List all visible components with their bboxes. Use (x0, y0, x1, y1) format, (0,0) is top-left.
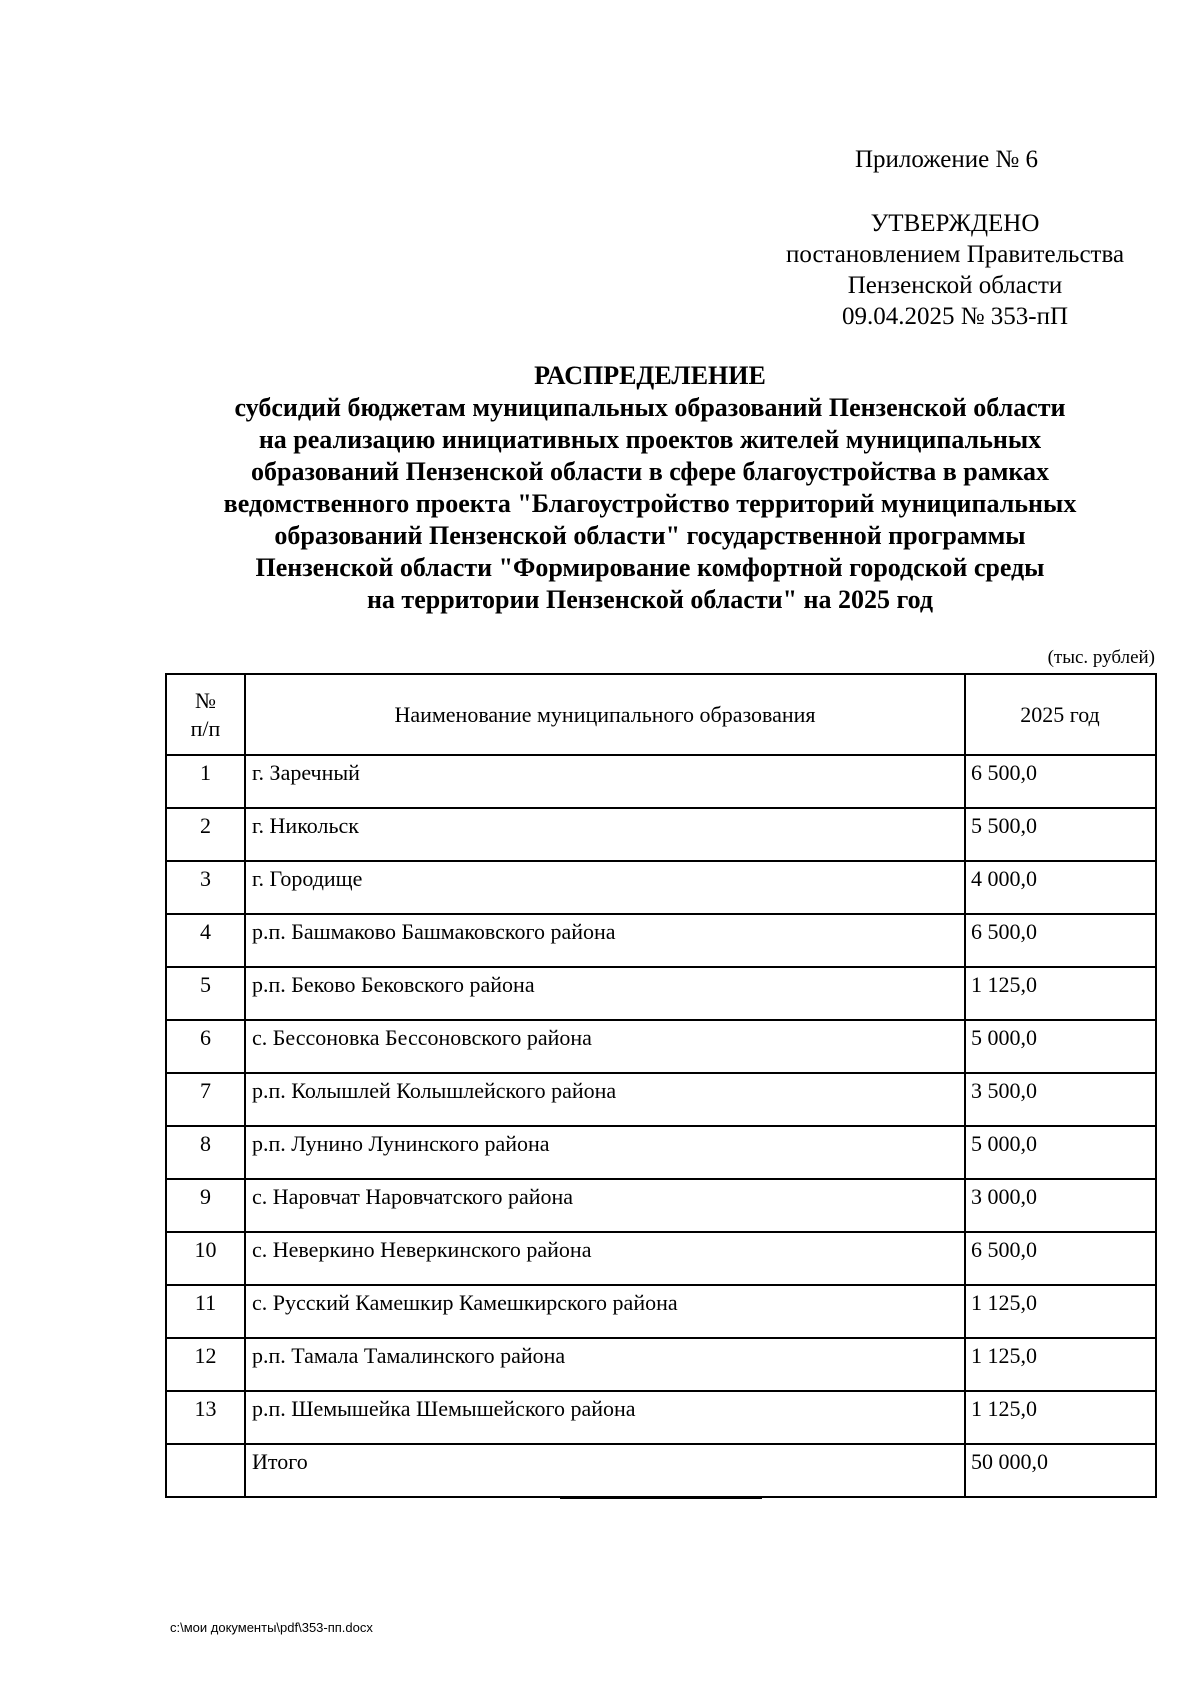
annex-number: Приложение № 6 (855, 146, 1039, 173)
subtitle-line: Пензенской области "Формирование комфортной городской среды (255, 553, 1045, 582)
row-value: 5 000,0 (965, 1126, 1156, 1179)
row-value: 5 000,0 (965, 1020, 1156, 1073)
table-row (166, 1126, 1156, 1179)
header-number (166, 674, 245, 755)
row-number: 5 (166, 967, 245, 1020)
row-name: р.п. Беково Бековского района (245, 967, 965, 1020)
row-value: 1 125,0 (965, 1285, 1156, 1338)
row-value: 3 500,0 (965, 1073, 1156, 1126)
row-name: с. Наровчат Наровчатского района (245, 1179, 965, 1232)
header-year: 2025 год (965, 674, 1156, 755)
header-name: Наименование муниципального образования (245, 674, 965, 755)
approval-stamp (760, 208, 1150, 332)
table-row (166, 914, 1156, 967)
row-number: 10 (166, 1232, 245, 1285)
table-row (166, 1232, 1156, 1285)
subtitle-line: на реализацию инициативных проектов жителей муниципальных (258, 425, 1042, 454)
row-number: 9 (166, 1179, 245, 1232)
row-number: 8 (166, 1126, 245, 1179)
table-row (166, 1179, 1156, 1232)
document-title: РАСПРЕДЕЛЕНИЕ (534, 361, 766, 390)
subtitle-line: ведомственного проекта "Благоустройство территорий муниципальных (223, 489, 1077, 518)
row-value: 6 500,0 (965, 755, 1156, 808)
header-number-line: п/п (190, 715, 221, 741)
row-name: р.п. Лунино Лунинского района (245, 1126, 965, 1179)
table-row (166, 861, 1156, 914)
approval-line: Пензенской области (847, 272, 1063, 299)
row-name: с. Бессоновка Бессоновского района (245, 1020, 965, 1073)
table-row (166, 1391, 1156, 1444)
table-row (166, 1073, 1156, 1126)
row-value: 4 000,0 (965, 861, 1156, 914)
subtitle-line: субсидий бюджетам муниципальных образований Пензенской области (234, 393, 1066, 422)
row-number: 13 (166, 1391, 245, 1444)
row-name: г. Городище (245, 861, 965, 914)
row-number: 3 (166, 861, 245, 914)
table-row (166, 1020, 1156, 1073)
table-row (166, 967, 1156, 1020)
table-row (166, 808, 1156, 861)
table-row (166, 1338, 1156, 1391)
row-name: р.п. Башмаково Башмаковского района (245, 914, 965, 967)
row-number: 2 (166, 808, 245, 861)
row-number: 12 (166, 1338, 245, 1391)
distribution-table (165, 673, 1157, 1498)
row-value: 3 000,0 (965, 1179, 1156, 1232)
row-name: р.п. Колышлей Колышлейского района (245, 1073, 965, 1126)
units-label: (тыс. рублей) (1047, 647, 1155, 668)
row-value: 1 125,0 (965, 1391, 1156, 1444)
end-rule (560, 1497, 762, 1499)
row-number: 11 (166, 1285, 245, 1338)
row-name: р.п. Шемышейка Шемышейского района (245, 1391, 965, 1444)
row-number: 4 (166, 914, 245, 967)
approval-line: 09.04.2025 № 353-пП (841, 303, 1069, 330)
row-number: 6 (166, 1020, 245, 1073)
file-path-footer: c:\мои документы\pdf\353-пп.docx (170, 1620, 373, 1635)
row-value: 1 125,0 (965, 967, 1156, 1020)
row-value: 1 125,0 (965, 1338, 1156, 1391)
row-number: 7 (166, 1073, 245, 1126)
row-name: с. Неверкино Неверкинского района (245, 1232, 965, 1285)
approval-line: постановлением Правительства (785, 241, 1125, 268)
row-number: 1 (166, 755, 245, 808)
row-name: р.п. Тамала Тамалинского района (245, 1338, 965, 1391)
approval-line: УТВЕРЖДЕНО (870, 210, 1040, 237)
document-heading (150, 360, 1150, 616)
row-name: с. Русский Камешкир Камешкирского района (245, 1285, 965, 1338)
table-header-row (166, 674, 1156, 755)
total-label: Итого (245, 1444, 965, 1497)
row-value: 6 500,0 (965, 914, 1156, 967)
total-value: 50 000,0 (965, 1444, 1156, 1497)
header-number-line: № (195, 687, 216, 713)
table-row (166, 1285, 1156, 1338)
total-number (166, 1444, 245, 1497)
row-name: г. Никольск (245, 808, 965, 861)
subtitle-line: образований Пензенской области в сфере благоустройства в рамках (251, 457, 1049, 486)
row-value: 5 500,0 (965, 808, 1156, 861)
table-total-row (166, 1444, 1156, 1497)
table-row (166, 755, 1156, 808)
row-name: г. Заречный (245, 755, 965, 808)
row-value: 6 500,0 (965, 1232, 1156, 1285)
subtitle-line: образований Пензенской области" государственной программы (274, 521, 1026, 550)
subtitle-line: на территории Пензенской области" на 2025 год (366, 585, 934, 614)
